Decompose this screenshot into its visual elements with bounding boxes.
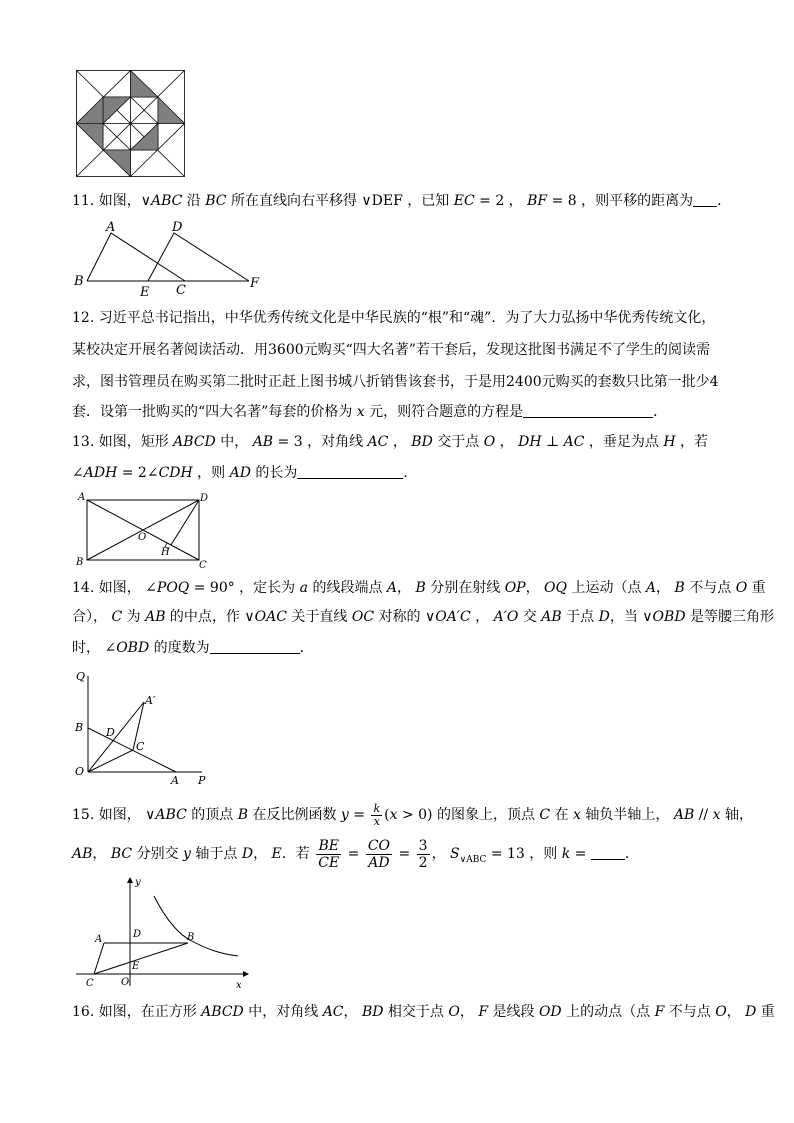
- label-x: x: [236, 980, 242, 991]
- hyperbola: [154, 896, 238, 956]
- question-14-line1: 14. 如图， ∠POQ = 90° ，定长为 a 的线段端点 A， B 分别在射线 OP， OQ 上运动（点 A， B 不与点 O 重: [72, 580, 766, 596]
- segment-bc: [94, 943, 188, 974]
- answer-blank-12[interactable]: [523, 403, 653, 418]
- shaded-triangle-top-right: [131, 71, 159, 98]
- answer-blank-14[interactable]: [210, 639, 300, 654]
- shaded-triangle-inner-left: [77, 97, 104, 124]
- label-a: A: [95, 934, 103, 945]
- answer-blank-15[interactable]: [591, 845, 625, 860]
- label-b: B: [76, 557, 84, 568]
- answer-blank-13[interactable]: [297, 464, 403, 479]
- question-12-line2: 某校决定开展名著阅读活动．用3600元购买“四大名著”若干套后，发现这批图书满足不了学生的阅读需: [72, 342, 710, 358]
- label-q: Q: [76, 670, 86, 683]
- question-12-line4: 套．设第一批购买的“四大名著”每套的价格为 x 元，则符合题意的方程是 ．: [72, 404, 668, 420]
- label-y: y: [135, 877, 141, 888]
- label-o: O: [121, 977, 130, 988]
- label-o: O: [75, 765, 85, 778]
- question-14-line3: 时， ∠OBD 的度数为 ．: [72, 640, 314, 656]
- question-13-line1: 13. 如图，矩形 ABCD 中， AB = 3 ，对角线 AC ， BD 交于点 O ， DH ⊥ AC ，垂足为点 H ，若: [72, 434, 709, 450]
- answer-blank-11[interactable]: [693, 192, 717, 207]
- label-p: P: [198, 774, 206, 786]
- label-d: D: [172, 220, 183, 235]
- label-h: H: [161, 547, 170, 558]
- triangle-def: [148, 233, 249, 281]
- label-b: B: [74, 274, 84, 289]
- fraction-co-over-ad: $\frac{CO}{AD}$: [367, 837, 391, 871]
- question-14-line2: 合）， C 为 AB 的中点，作 ∨OAC 关于直线 OC 对称的 ∨OA′C ， A′O 交 AB 于点 D，当 ∨OBD 是等腰三角形: [72, 609, 774, 625]
- shaded-triangle-right: [158, 97, 185, 124]
- shaded-triangle-bottom: [103, 150, 131, 177]
- label-d: D: [200, 493, 209, 504]
- inverse-function-figure: [72, 874, 257, 992]
- segment-ac: [94, 943, 104, 974]
- label-c: C: [176, 283, 186, 298]
- question-12-line3: 求，图书管理员在购买第二批时正赶上图书城八折销售该套书，于是用2400元购买的套数只比第一批少4: [72, 374, 719, 390]
- label-d: D: [133, 929, 142, 940]
- label-f: F: [250, 276, 260, 291]
- shaded-triangle-left: [77, 124, 104, 151]
- pattern-figure: [76, 70, 186, 178]
- right-angle-figure: [72, 668, 217, 786]
- question-16-line1: 16. 如图，在正方形 ABCD 中，对角线 AC， BD 相交于点 O， F 是线段 OD 上的动点（点 F 不与点 O， D 重: [72, 1004, 775, 1020]
- label-a-prime: A′: [145, 694, 156, 707]
- fraction-3-over-2: $\frac{3}{2}$: [418, 837, 428, 871]
- label-o: O: [138, 532, 147, 543]
- translation-figure: [72, 220, 272, 298]
- label-a: A: [171, 774, 179, 786]
- label-e: E: [140, 285, 150, 298]
- label-b: B: [75, 721, 84, 734]
- question-12-line1: 12. 习近平总书记指出，中华优秀传统文化是中华民族的“根”和“魂”．为了大力弘扬中华优秀传统文化，: [72, 310, 716, 326]
- fraction-k-over-x: $\frac{k}{x}$: [373, 801, 381, 828]
- question-13-line2: ∠ADH = 2∠CDH ，则 AD 的长为 ．: [72, 465, 418, 481]
- question-15-line2: AB， BC 分别交 y 轴于点 D， E．若 $\frac{BE}{CE}$ = $\frac{CO}{AD}$ = $\frac{3}{2}$ ， $S_{\vee ABC} = 13$ ，则 k = ．: [72, 837, 639, 871]
- fraction-be-over-ce: $\frac{BE}{CE}$: [318, 837, 340, 871]
- rectangle-figure: [72, 490, 217, 570]
- label-b: B: [187, 932, 195, 943]
- label-d: D: [106, 726, 115, 739]
- label-c: C: [86, 978, 94, 989]
- label-c: C: [136, 740, 145, 753]
- label-c: C: [199, 560, 207, 570]
- question-15-line1: 15. 如图， ∨ABC 的顶点 B 在反比例函数 y = $\frac{k}{x}$ (x > 0) 的图象上，顶点 C 在 x 轴负半轴上， AB // x 轴，: [72, 801, 753, 828]
- question-11: 11. 如图，∨ABC 沿 BC 所在直线向右平移得 ∨DEF ，已知 EC = 2 ， BF = 8 ，则平移的距离为 ．: [72, 193, 732, 209]
- label-a: A: [78, 492, 86, 503]
- label-a: A: [106, 220, 116, 235]
- label-e: E: [132, 961, 140, 972]
